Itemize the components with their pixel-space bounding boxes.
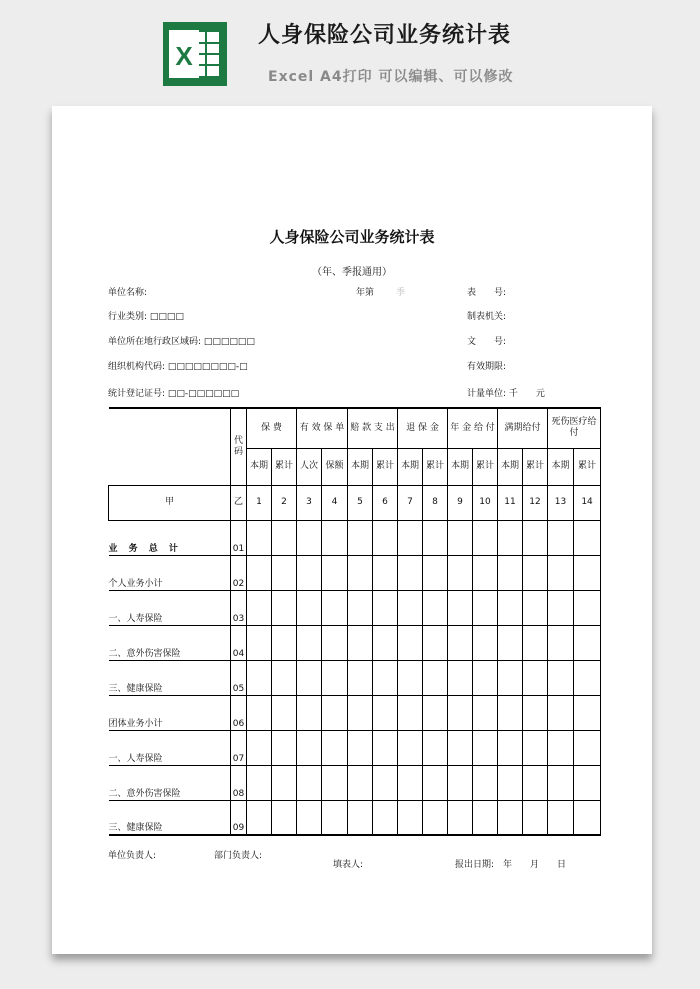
data-cell[interactable]: [348, 520, 373, 555]
data-cell[interactable]: [272, 730, 297, 765]
table-row: [109, 625, 601, 660]
data-cell[interactable]: [473, 765, 498, 800]
statistics-table: [108, 407, 601, 836]
sub-header: 累计: [523, 448, 548, 485]
data-cell[interactable]: [523, 695, 548, 730]
group-header: 年 金 给 付: [448, 408, 498, 448]
data-cell[interactable]: [498, 660, 523, 695]
data-cell[interactable]: [448, 765, 473, 800]
column-index: 10: [473, 485, 498, 520]
data-cell[interactable]: [498, 765, 523, 800]
data-cell[interactable]: [574, 695, 601, 730]
data-cell[interactable]: [423, 555, 448, 590]
sub-header: 本期: [548, 448, 574, 485]
data-cell[interactable]: [548, 520, 574, 555]
data-cell[interactable]: [473, 590, 498, 625]
data-cell[interactable]: [498, 590, 523, 625]
data-cell[interactable]: [498, 555, 523, 590]
sub-header: 本期: [448, 448, 473, 485]
data-cell[interactable]: [272, 555, 297, 590]
data-cell[interactable]: [272, 800, 297, 835]
data-cell[interactable]: [398, 660, 423, 695]
data-cell[interactable]: [348, 730, 373, 765]
data-cell[interactable]: [574, 765, 601, 800]
column-index: 3: [297, 485, 322, 520]
data-cell[interactable]: [448, 695, 473, 730]
data-cell[interactable]: [448, 520, 473, 555]
data-cell[interactable]: [423, 730, 448, 765]
column-index: 2: [272, 485, 297, 520]
data-cell[interactable]: [348, 660, 373, 695]
data-cell[interactable]: [247, 555, 272, 590]
data-cell[interactable]: [322, 660, 348, 695]
data-cell[interactable]: [398, 695, 423, 730]
data-cell[interactable]: [448, 555, 473, 590]
page-header: [0, 0, 700, 100]
row-name: 一、人寿保险: [109, 590, 231, 625]
table-row: [109, 800, 601, 835]
column-index: 5: [348, 485, 373, 520]
table-row: [109, 590, 601, 625]
data-cell[interactable]: [448, 625, 473, 660]
group-header: 死伤医疗给付: [548, 408, 601, 448]
data-cell[interactable]: [297, 730, 322, 765]
data-cell[interactable]: [448, 800, 473, 835]
sub-header: 累计: [373, 448, 398, 485]
column-index: 8: [423, 485, 448, 520]
sub-header: 保额: [322, 448, 348, 485]
data-cell[interactable]: [272, 520, 297, 555]
data-cell[interactable]: [523, 590, 548, 625]
valid-label: 有效期限:: [467, 362, 507, 372]
data-cell[interactable]: [423, 765, 448, 800]
data-cell[interactable]: [523, 625, 548, 660]
index-name-cell: 甲: [109, 485, 231, 520]
data-cell[interactable]: [473, 520, 498, 555]
data-cell[interactable]: [423, 695, 448, 730]
row-name: 三、健康保险: [109, 800, 231, 835]
header-subtitle: Excel A4打印 可以编辑、可以修改: [268, 69, 514, 85]
data-cell[interactable]: [423, 660, 448, 695]
data-cell[interactable]: [448, 730, 473, 765]
data-cell[interactable]: [574, 660, 601, 695]
data-cell[interactable]: [423, 800, 448, 835]
data-cell[interactable]: [297, 660, 322, 695]
maker-label: 制表机关:: [467, 312, 507, 322]
data-cell[interactable]: [398, 730, 423, 765]
row-code: 07: [231, 730, 247, 765]
row-code: 09: [231, 800, 247, 835]
table-row: [109, 555, 601, 590]
data-cell[interactable]: [348, 765, 373, 800]
org-code-label: 组织机构代码: □□□□□□□□-□: [108, 362, 248, 372]
data-cell[interactable]: [423, 520, 448, 555]
group-header: 退 保 金: [398, 408, 448, 448]
column-index: 4: [322, 485, 348, 520]
row-code: 01: [231, 520, 247, 555]
data-cell[interactable]: [348, 590, 373, 625]
data-cell[interactable]: [297, 800, 322, 835]
data-cell[interactable]: [548, 765, 574, 800]
doc-no-label: 文 号:: [467, 337, 507, 347]
data-cell[interactable]: [247, 730, 272, 765]
row-code: 06: [231, 695, 247, 730]
document-page: [52, 106, 652, 954]
industry-label: 行业类别: □□□□: [108, 312, 184, 322]
data-cell[interactable]: [523, 730, 548, 765]
data-cell[interactable]: [548, 590, 574, 625]
data-cell[interactable]: [398, 520, 423, 555]
unit-head-label: 单位负责人:: [108, 851, 157, 861]
data-cell[interactable]: [473, 800, 498, 835]
data-cell[interactable]: [574, 625, 601, 660]
data-cell[interactable]: [498, 520, 523, 555]
data-cell[interactable]: [523, 660, 548, 695]
data-cell[interactable]: [322, 800, 348, 835]
data-cell[interactable]: [373, 695, 398, 730]
sub-header: 本期: [498, 448, 523, 485]
data-cell[interactable]: [473, 555, 498, 590]
data-cell[interactable]: [473, 625, 498, 660]
table-no-label: 表 号:: [467, 288, 507, 298]
data-cell[interactable]: [373, 730, 398, 765]
table-row: [109, 520, 601, 555]
data-cell[interactable]: [423, 590, 448, 625]
sub-header: 累计: [423, 448, 448, 485]
column-index: 13: [548, 485, 574, 520]
row-name: 团体业务小计: [109, 695, 231, 730]
row-code: 03: [231, 590, 247, 625]
data-cell[interactable]: [548, 800, 574, 835]
sub-header: 累计: [574, 448, 601, 485]
data-cell[interactable]: [574, 730, 601, 765]
sub-header: 累计: [272, 448, 297, 485]
group-header: 满期给付: [498, 408, 548, 448]
column-index: 14: [574, 485, 601, 520]
data-cell[interactable]: [473, 660, 498, 695]
data-cell[interactable]: [272, 590, 297, 625]
data-cell[interactable]: [373, 660, 398, 695]
data-cell[interactable]: [272, 695, 297, 730]
group-header: 赔 款 支 出: [348, 408, 398, 448]
data-cell[interactable]: [297, 765, 322, 800]
data-cell[interactable]: [373, 800, 398, 835]
data-cell[interactable]: [247, 800, 272, 835]
table-row: [109, 765, 601, 800]
data-cell[interactable]: [498, 730, 523, 765]
data-cell[interactable]: [498, 800, 523, 835]
data-cell[interactable]: [297, 625, 322, 660]
row-code: 08: [231, 765, 247, 800]
name-header-cell: [109, 408, 231, 485]
data-cell[interactable]: [398, 625, 423, 660]
data-cell[interactable]: [247, 765, 272, 800]
region-code-label: 单位所在地行政区域码: □□□□□□: [108, 337, 255, 347]
row-name: 一、人寿保险: [109, 730, 231, 765]
data-cell[interactable]: [272, 660, 297, 695]
data-cell[interactable]: [548, 695, 574, 730]
code-header: 代码: [231, 408, 247, 485]
data-cell[interactable]: [398, 590, 423, 625]
table-row: [109, 695, 601, 730]
data-cell[interactable]: [247, 520, 272, 555]
data-cell[interactable]: [498, 625, 523, 660]
header-title: 人身保险公司业务统计表: [258, 23, 512, 48]
table-row: [109, 660, 601, 695]
data-cell[interactable]: [473, 730, 498, 765]
data-cell[interactable]: [348, 695, 373, 730]
data-cell[interactable]: [548, 555, 574, 590]
table-body: [109, 520, 601, 835]
row-code: 02: [231, 555, 247, 590]
data-cell[interactable]: [348, 625, 373, 660]
data-cell[interactable]: [373, 765, 398, 800]
data-cell[interactable]: [498, 695, 523, 730]
column-index: 7: [398, 485, 423, 520]
data-cell[interactable]: [247, 695, 272, 730]
row-code: 05: [231, 660, 247, 695]
data-cell[interactable]: [473, 695, 498, 730]
data-cell[interactable]: [574, 555, 601, 590]
excel-icon: [163, 22, 227, 86]
group-header: 保 费: [247, 408, 297, 448]
data-cell[interactable]: [423, 625, 448, 660]
data-cell[interactable]: [548, 660, 574, 695]
data-cell[interactable]: [322, 695, 348, 730]
data-cell[interactable]: [523, 765, 548, 800]
data-cell[interactable]: [348, 555, 373, 590]
unit-name-label: 单位名称:: [108, 288, 148, 298]
data-cell[interactable]: [373, 625, 398, 660]
row-name: 业 务 总 计: [109, 520, 231, 555]
data-cell[interactable]: [398, 555, 423, 590]
row-name: 三、健康保险: [109, 660, 231, 695]
data-cell[interactable]: [373, 520, 398, 555]
data-cell[interactable]: [348, 800, 373, 835]
dept-head-label: 部门负责人:: [214, 851, 263, 861]
sub-header: 本期: [348, 448, 373, 485]
data-cell[interactable]: [322, 765, 348, 800]
row-code: 04: [231, 625, 247, 660]
data-cell[interactable]: [523, 800, 548, 835]
sub-header: 人次: [297, 448, 322, 485]
data-cell[interactable]: [574, 800, 601, 835]
data-cell[interactable]: [523, 555, 548, 590]
reg-no-label: 统计登记证号: □□-□□□□□□: [108, 389, 240, 399]
data-cell[interactable]: [398, 765, 423, 800]
data-cell[interactable]: [574, 590, 601, 625]
group-header: 有 效 保 单: [297, 408, 348, 448]
data-cell[interactable]: [297, 520, 322, 555]
data-cell[interactable]: [548, 625, 574, 660]
data-cell[interactable]: [322, 590, 348, 625]
data-cell[interactable]: [448, 590, 473, 625]
column-index: 9: [448, 485, 473, 520]
data-cell[interactable]: [322, 555, 348, 590]
data-cell[interactable]: [448, 660, 473, 695]
report-date-label: 报出日期: 年 月 日: [455, 860, 567, 870]
data-cell[interactable]: [548, 730, 574, 765]
data-cell[interactable]: [398, 800, 423, 835]
data-cell[interactable]: [322, 520, 348, 555]
row-name: 二、意外伤害保险: [109, 765, 231, 800]
column-index: 12: [523, 485, 548, 520]
quarter-label: 季: [396, 288, 406, 298]
column-index: 11: [498, 485, 523, 520]
document-title: 人身保险公司业务统计表: [269, 228, 435, 246]
data-cell[interactable]: [373, 555, 398, 590]
unit-label: 计量单位: 千 元: [467, 389, 545, 399]
table-row: [109, 730, 601, 765]
data-cell[interactable]: [297, 590, 322, 625]
data-cell[interactable]: [272, 765, 297, 800]
data-cell[interactable]: [297, 555, 322, 590]
sub-header: 本期: [247, 448, 272, 485]
data-cell[interactable]: [247, 590, 272, 625]
data-cell[interactable]: [322, 625, 348, 660]
column-index: 6: [373, 485, 398, 520]
filler-label: 填表人:: [333, 860, 364, 870]
column-index: 1: [247, 485, 272, 520]
document-subtitle: （年、季报通用）: [312, 267, 392, 278]
data-cell[interactable]: [297, 695, 322, 730]
svg-text:X: X: [175, 41, 193, 71]
index-code-cell: 乙: [231, 485, 247, 520]
row-name: 个人业务小计: [109, 555, 231, 590]
data-cell[interactable]: [523, 520, 548, 555]
data-cell[interactable]: [373, 590, 398, 625]
sub-header: 累计: [473, 448, 498, 485]
data-cell[interactable]: [322, 730, 348, 765]
data-cell[interactable]: [247, 660, 272, 695]
row-name: 二、意外伤害保险: [109, 625, 231, 660]
data-cell[interactable]: [574, 520, 601, 555]
year-label: 年第: [356, 288, 375, 298]
data-cell[interactable]: [247, 625, 272, 660]
data-cell[interactable]: [272, 625, 297, 660]
sub-header: 本期: [398, 448, 423, 485]
